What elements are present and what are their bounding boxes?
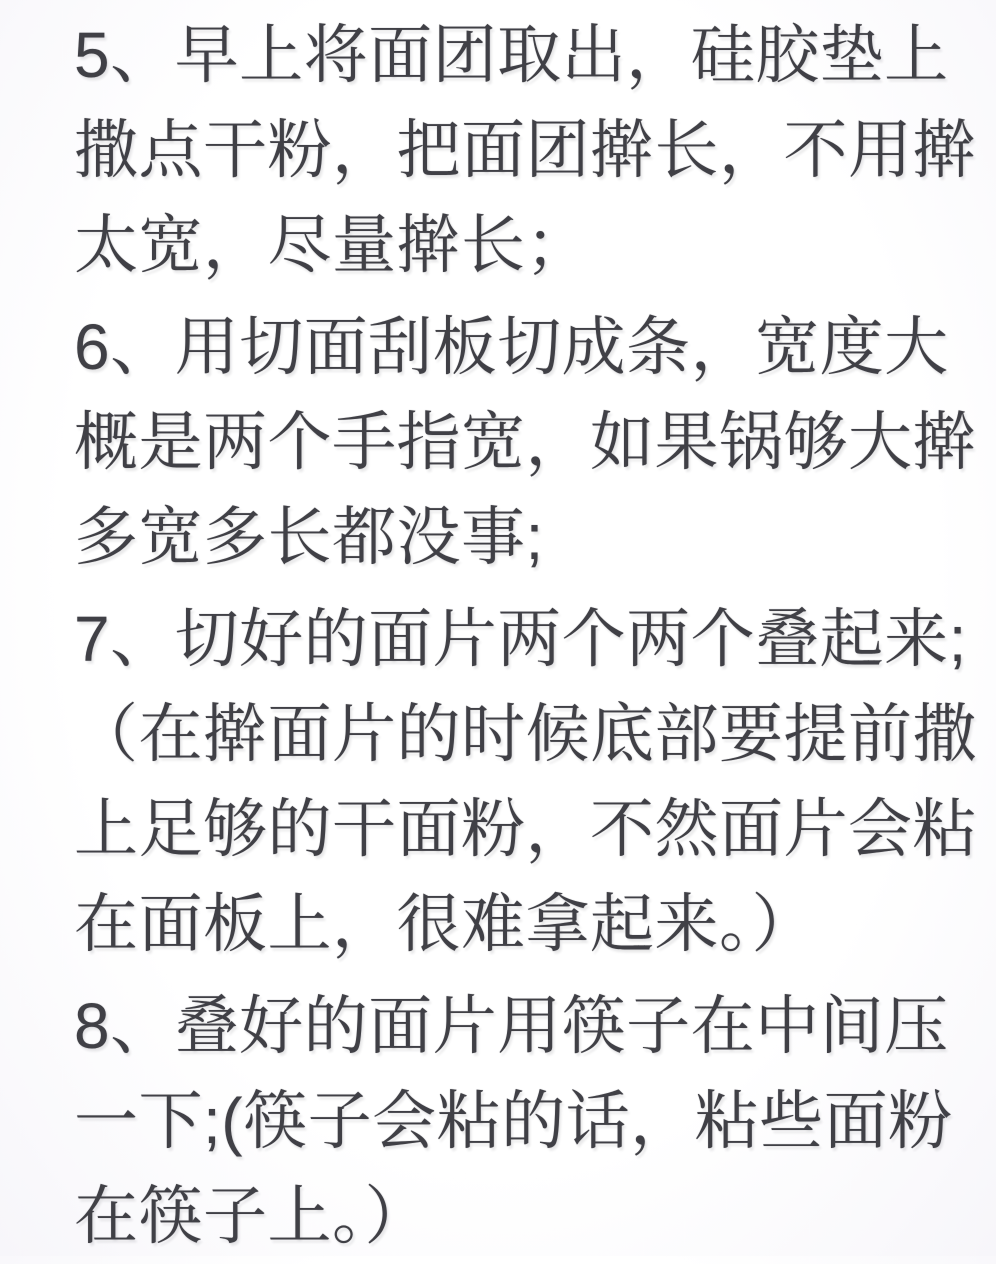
text-line: 太宽，尽量擀长； — [74, 209, 590, 281]
text-line: 一下;(筷子会粘的话，粘些面粉 — [74, 1085, 953, 1157]
text-line: 7、切好的面片两个两个叠起来; — [74, 603, 967, 675]
text-line: 撒点干粉，把面团擀长，不用擀 — [74, 114, 977, 186]
recipe-step-7 — [74, 592, 977, 972]
text-line: 上足够的干面粉，不然面片会粘 — [74, 793, 977, 865]
text-line: 在面板上，很难拿起来。） — [74, 888, 816, 960]
recipe-step-5 — [74, 8, 977, 293]
text-line: 多宽多长都没事; — [74, 501, 544, 573]
text-line: 在筷子上。） — [74, 1180, 429, 1252]
text-line: （在擀面片的时候底部要提前撒 — [74, 698, 977, 770]
text-line: 5、早上将面团取出，硅胶垫上 — [74, 19, 949, 91]
text-line: 概是两个手指宽，如果锅够大擀 — [74, 406, 977, 478]
recipe-step-8 — [74, 979, 953, 1264]
text-line: 6、用切面刮板切成条，宽度大 — [74, 311, 949, 383]
recipe-step-6 — [74, 300, 977, 585]
text-line: 8、叠好的面片用筷子在中间压 — [74, 990, 949, 1062]
